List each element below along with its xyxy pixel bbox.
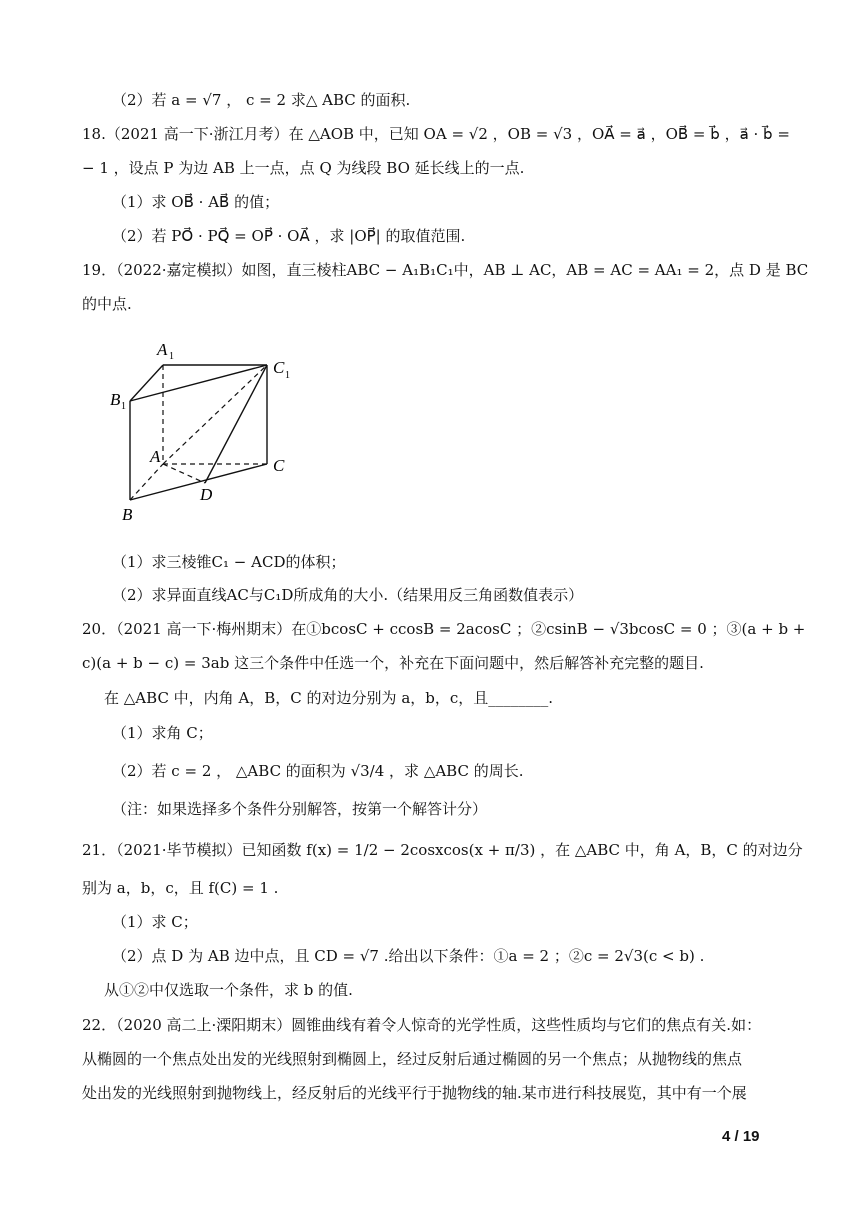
question-21-line-1: 21．（2021·毕节模拟）已知函数 f(x) = 1/2 − 2cosxcos(x + π/3) ，在 △ABC 中，角 A，B，C 的对边分 bbox=[82, 841, 803, 859]
text-line: 别为 a，b，c，且 f(C) = 1 . bbox=[82, 879, 279, 897]
text-line: （2）若 PO⃗ · PQ⃗ = OP⃗ · OA⃗ ，求 |OP⃗| 的取值范围. bbox=[112, 227, 466, 245]
text-line: （1）求 C； bbox=[112, 913, 198, 931]
text-line: − 1 ，设点 P 为边 AB 上一点，点 Q 为线段 BO 延长线上的一点. bbox=[82, 159, 525, 177]
label-c1-sub: 1 bbox=[285, 370, 290, 381]
text-line: （1）求三棱锥C₁ − ACD的体积； bbox=[112, 553, 346, 571]
edge-bc bbox=[130, 464, 267, 500]
label-b1-sub: 1 bbox=[121, 401, 126, 412]
page-number: 4 / 19 bbox=[722, 1128, 760, 1145]
text-line: （2）若 a = √7 ， c = 2 求△ ABC 的面积. bbox=[112, 91, 411, 109]
label-a1-sub: 1 bbox=[169, 351, 174, 362]
text-line: （注：如果选择多个条件分别解答，按第一个解答计分） bbox=[112, 800, 488, 818]
label-b1: B bbox=[110, 390, 121, 409]
prism-figure bbox=[110, 338, 310, 528]
text-line: 从①②中仅选取一个条件，求 b 的值. bbox=[104, 981, 353, 999]
segment-ac1-hidden bbox=[163, 365, 267, 464]
question-20-line-1: 20．（2021 高一下·梅州期末）在①bcosC + ccosB = 2acosC ；②csinB − √3bcosC = 0 ；③(a + b + bbox=[82, 620, 806, 638]
label-a: A bbox=[150, 447, 161, 466]
segment-c1d bbox=[205, 365, 267, 483]
text-line: 处出发的光线照射到抛物线上，经反射后的光线平行于抛物线的轴.某市进行科技展览，其中有一个展 bbox=[82, 1084, 747, 1102]
label-c1: C bbox=[273, 358, 285, 377]
text-line: （1）求 OB⃗ · AB⃗ 的值； bbox=[112, 193, 280, 211]
label-d: D bbox=[200, 485, 213, 504]
label-a1: A bbox=[157, 340, 168, 359]
segment-ad-hidden bbox=[163, 464, 205, 483]
text-line: （1）求角 C； bbox=[112, 724, 213, 742]
text-line: 在 △ABC 中，内角 A，B，C 的对边分别为 a，b，c，且________. bbox=[104, 689, 554, 707]
label-b: B bbox=[122, 505, 133, 524]
text-line: 的中点. bbox=[82, 295, 132, 313]
edge-b1c1 bbox=[130, 365, 267, 401]
edge-ab-hidden bbox=[130, 464, 163, 500]
text-line: （2）求异面直线AC与C₁D所成角的大小.（结果用反三角函数值表示） bbox=[112, 586, 584, 604]
edge-b1a1 bbox=[130, 365, 163, 401]
text-line: c)(a + b − c) = 3ab 这三个条件中任选一个，补充在下面问题中，然后解答补充完整的题目. bbox=[82, 654, 704, 672]
question-22-line-1: 22．（2020 高二上·溧阳期末）圆锥曲线有着令人惊奇的光学性质，这些性质均与它们的焦点有关.如： bbox=[82, 1016, 762, 1034]
text-line: （2）若 c = 2 ， △ABC 的面积为 √3/4 ，求 △ABC 的周长. bbox=[112, 762, 524, 780]
question-18-line-1: 18.（2021 高一下·浙江月考）在 △AOB 中，已知 OA = √2 ，OB = √3 ，OA⃗ = a⃗ ，OB⃗ = b⃗ ，a⃗ · b⃗ = bbox=[82, 125, 790, 143]
text-line: 从椭圆的一个焦点处出发的光线照射到椭圆上，经过反射后通过椭圆的另一个焦点；从抛物线的焦点 bbox=[82, 1050, 743, 1068]
question-19-line-1: 19．（2022·嘉定模拟）如图，直三棱柱ABC − A₁B₁C₁中，AB ⊥ AC，AB = AC = AA₁ = 2，点 D 是 BC bbox=[82, 261, 809, 279]
label-c: C bbox=[273, 456, 285, 475]
text-line: （2）点 D 为 AB 边中点，且 CD = √7 .给出以下条件：①a = 2 ；②c = 2√3(c < b) . bbox=[112, 947, 705, 965]
